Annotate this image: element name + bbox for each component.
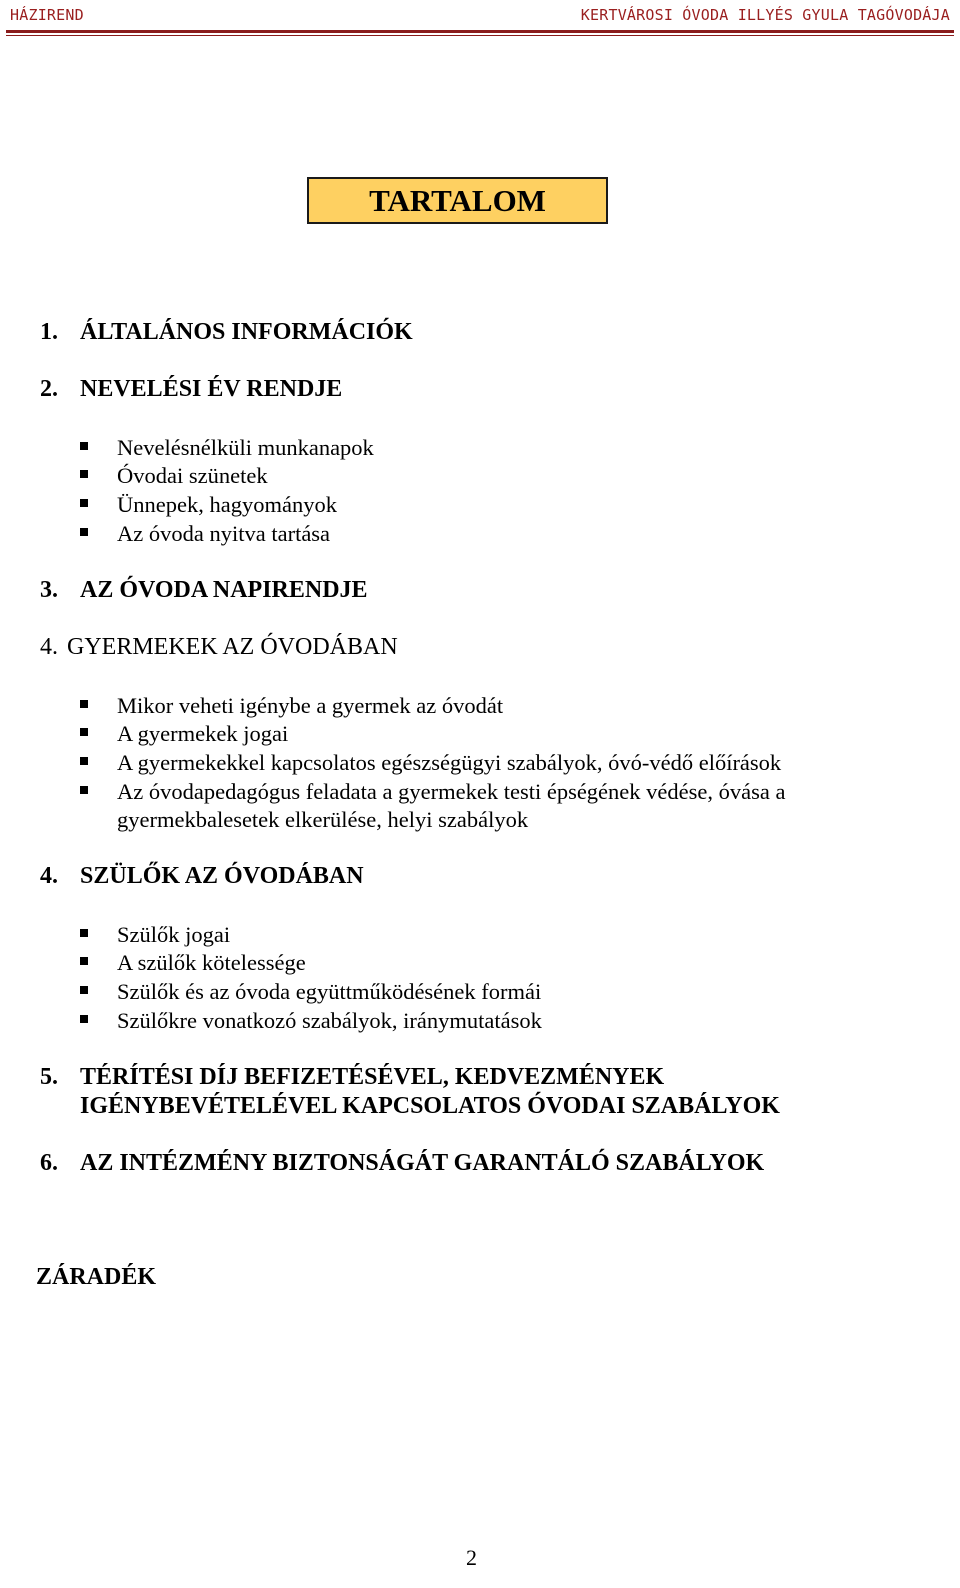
square-bullet-icon xyxy=(80,986,88,994)
toc-section-number: 5. xyxy=(40,1064,58,1090)
page-number: 2 xyxy=(466,1545,477,1570)
toc-section-number: 2. xyxy=(40,376,58,402)
header-right-title: KERTVÁROSI ÓVODA ILLYÉS GYULA TAGÓVODÁJA xyxy=(580,6,950,24)
header-rule-thick xyxy=(6,30,954,33)
toc-section-title: AZ ÓVODA NAPIRENDJE xyxy=(80,577,368,603)
toc-section-number: 3. xyxy=(40,577,58,603)
square-bullet-icon xyxy=(80,929,88,937)
square-bullet-icon xyxy=(80,728,88,736)
toc-section-title: SZÜLŐK AZ ÓVODÁBAN xyxy=(80,863,364,889)
square-bullet-icon xyxy=(80,528,88,536)
contents-title: TARTALOM xyxy=(307,177,608,224)
toc-section-number: 4. xyxy=(40,634,58,660)
square-bullet-icon xyxy=(80,1015,88,1023)
toc-section-title: AZ INTÉZMÉNY BIZTONSÁGÁT GARANTÁLÓ SZABÁLYOK xyxy=(80,1150,765,1176)
closing-clause-heading: ZÁRADÉK xyxy=(36,1264,157,1290)
square-bullet-icon xyxy=(80,757,88,765)
square-bullet-icon xyxy=(80,957,88,965)
square-bullet-icon xyxy=(80,442,88,450)
toc-section-number: 1. xyxy=(40,319,58,345)
square-bullet-icon xyxy=(80,499,88,507)
toc-section-number: 4. xyxy=(40,863,58,889)
toc-section-title: ÁLTALÁNOS INFORMÁCIÓK xyxy=(80,319,413,345)
square-bullet-icon xyxy=(80,470,88,478)
toc-section-title: GYERMEKEK AZ ÓVODÁBAN xyxy=(67,634,398,660)
toc-section-title-continued: IGÉNYBEVÉTELÉVEL KAPCSOLATOS ÓVODAI SZABÁLYOK xyxy=(80,1093,780,1119)
square-bullet-icon xyxy=(80,786,88,794)
toc-section-title: NEVELÉSI ÉV RENDJE xyxy=(80,376,343,402)
toc-section-number: 6. xyxy=(40,1150,58,1176)
header-left-title: HÁZIREND xyxy=(10,6,84,24)
square-bullet-icon xyxy=(80,700,88,708)
toc-section-title: TÉRÍTÉSI DÍJ BEFIZETÉSÉVEL, KEDVEZMÉNYEK xyxy=(80,1064,665,1090)
running-header xyxy=(10,2,950,30)
header-rule-thin xyxy=(6,35,954,36)
